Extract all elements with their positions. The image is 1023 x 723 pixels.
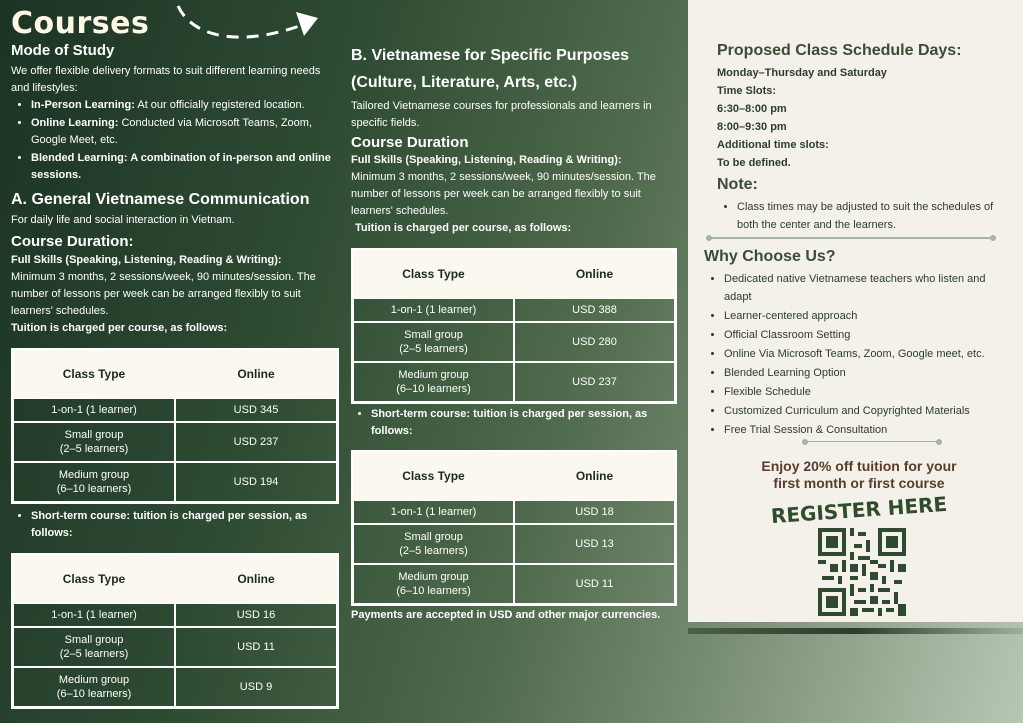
panel-divider-band [688, 628, 1023, 634]
table-header: Class Type [13, 555, 175, 603]
note-heading: Note: [717, 176, 758, 193]
payment-note: Payments are accepted in USD and other major currencies. [351, 609, 661, 621]
table-row [353, 564, 675, 604]
section-b [351, 42, 683, 237]
price-cell: USD 13 [514, 524, 675, 564]
section-divider [706, 237, 996, 239]
list-item: • Online Via Microsoft Teams, Zoom, Google meet, etc. [724, 345, 1014, 363]
table-header: Online [514, 250, 675, 298]
tuition-table [351, 450, 677, 606]
time-slot-2: 8:00–9:30 pm [717, 121, 787, 133]
list-item: • Short-term course: tuition is charged per session, as follows: [31, 508, 321, 542]
why-list [704, 270, 1014, 439]
table-row [13, 462, 337, 502]
qr-code-icon[interactable] [818, 528, 906, 616]
schedule-section [717, 42, 1012, 235]
table-row [13, 627, 337, 667]
mode-of-study-section [11, 42, 341, 185]
table-header: Class Type [353, 452, 514, 500]
list-item: • Class times may be adjusted to suit the schedules of both the center and the learners. [737, 198, 1012, 234]
class-type-cell: 1-on-1 (1 learner) [13, 398, 175, 422]
table-row [353, 298, 675, 322]
section-a-duration-heading: Course Duration: [11, 233, 134, 250]
list-item: • Dedicated native Vietnamese teachers who listen and adapt [724, 270, 1014, 306]
promo-line-1: Enjoy 20% off tuition for your [761, 458, 957, 474]
table-header: Online [175, 555, 337, 603]
list-item [31, 115, 341, 149]
section-b-heading-1: B. Vietnamese for Specific Purposes [351, 47, 630, 64]
section-b-table1-wrap [351, 248, 677, 404]
list-item: • Customized Curriculum and Copyrighted Materials [724, 402, 1014, 420]
price-cell: USD 280 [514, 322, 675, 362]
class-type-cell: Medium group (6–10 learners) [13, 462, 175, 502]
section-b-duration-text: Minimum 3 months, 2 sessions/week, 90 minutes/session. The number of lessons per week can be arranged flexibly to suit learners' schedules. [351, 171, 656, 217]
table-row [353, 500, 675, 524]
section-b-table2-wrap [351, 450, 677, 606]
tuition-table [11, 348, 339, 504]
section-a-duration-text: Minimum 3 months, 2 sessions/week, 90 minutes/session. The number of lessons per week can be arranged flexibly to suit learners' schedules. [11, 271, 316, 317]
class-type-cell: Small group (2–5 learners) [353, 322, 514, 362]
page-title: Courses [11, 6, 150, 41]
price-cell: USD 388 [514, 298, 675, 322]
mode-label: In-Person Learning: [31, 99, 135, 111]
section-b-duration-heading: Course Duration [351, 134, 469, 151]
promo-line-2: first month or first course [773, 475, 945, 491]
section-a [11, 191, 341, 337]
price-cell: USD 16 [175, 603, 337, 627]
mode-label: Online Learning: [31, 117, 119, 129]
list-item: • Flexible Schedule [724, 383, 1014, 401]
additional-slots-label: Additional time slots: [717, 139, 829, 151]
section-a-table1-wrap [11, 348, 339, 504]
section-divider [802, 441, 942, 442]
note-list [717, 198, 1012, 234]
class-type-cell: Medium group (6–10 learners) [353, 564, 514, 604]
schedule-heading: Proposed Class Schedule Days: [717, 42, 962, 59]
mode-text: A combination of in-person and online sessions. [31, 152, 331, 181]
price-cell: USD 18 [514, 500, 675, 524]
table-row [13, 398, 337, 422]
tuition-table [11, 553, 339, 709]
class-type-cell: Medium group (6–10 learners) [13, 667, 175, 707]
list-item: • Short-term course: tuition is charged per session, as follows: [371, 406, 661, 440]
class-type-cell: Small group (2–5 learners) [13, 627, 175, 667]
list-item [31, 97, 341, 114]
section-a-desc: For daily life and social interaction in Vietnam. [11, 214, 235, 226]
mode-text: Conducted via Microsoft Teams, Zoom, Google Meet, etc. [31, 117, 313, 146]
class-type-cell: Medium group (6–10 learners) [353, 362, 514, 402]
table-row [13, 422, 337, 462]
price-cell: USD 11 [514, 564, 675, 604]
section-b-tuition-note: Tuition is charged per course, as follows: [355, 222, 572, 234]
section-b-heading-2: (Culture, Literature, Arts, etc.) [351, 74, 578, 91]
table-header: Online [514, 452, 675, 500]
class-type-cell: Small group (2–5 learners) [13, 422, 175, 462]
class-type-cell: 1-on-1 (1 learner) [353, 500, 514, 524]
list-item [31, 150, 341, 184]
section-a-heading: A. General Vietnamese Communication [11, 191, 310, 208]
short-term-note-b [351, 406, 661, 441]
price-cell: USD 237 [175, 422, 337, 462]
section-a-table2-wrap [11, 553, 339, 709]
additional-slots-value: To be defined. [717, 157, 791, 169]
table-row [353, 524, 675, 564]
why-heading: Why Choose Us? [704, 248, 836, 265]
price-cell: USD 194 [175, 462, 337, 502]
list-item: • Blended Learning Option [724, 364, 1014, 382]
list-item: • Official Classroom Setting [724, 326, 1014, 344]
price-cell: USD 237 [514, 362, 675, 402]
mode-text: At our officially registered location. [134, 99, 305, 111]
table-row [353, 322, 675, 362]
table-header: Online [175, 350, 337, 398]
table-row [13, 667, 337, 707]
section-b-full-skills: Full Skills (Speaking, Listening, Reading & Writing): [351, 154, 622, 166]
time-slot-1: 6:30–8:00 pm [717, 103, 787, 115]
section-a-full-skills: Full Skills (Speaking, Listening, Reading & Writing): [11, 254, 282, 266]
tuition-table [351, 248, 677, 404]
class-type-cell: 1-on-1 (1 learner) [353, 298, 514, 322]
section-b-desc: Tailored Vietnamese courses for professionals and learners in specific fields. [351, 100, 652, 129]
register-button[interactable]: REGISTER HERE [770, 491, 948, 529]
why-section [704, 248, 1014, 440]
mode-list [11, 97, 341, 184]
mode-label: Blended Learning: [31, 152, 128, 164]
promo-section [724, 458, 994, 529]
table-row [13, 603, 337, 627]
time-slots-label: Time Slots: [717, 85, 777, 97]
mode-of-study-heading: Mode of Study [11, 42, 115, 59]
price-cell: USD 345 [175, 398, 337, 422]
table-row [353, 362, 675, 402]
class-type-cell: 1-on-1 (1 learner) [13, 603, 175, 627]
class-type-cell: Small group (2–5 learners) [353, 524, 514, 564]
section-a-tuition-note: Tuition is charged per course, as follows: [11, 322, 228, 334]
table-header: Class Type [353, 250, 514, 298]
price-cell: USD 9 [175, 667, 337, 707]
short-term-note-a [11, 508, 321, 543]
mode-of-study-intro: We offer flexible delivery formats to suit different learning needs and lifestyles: [11, 65, 321, 94]
price-cell: USD 11 [175, 627, 337, 667]
table-header: Class Type [13, 350, 175, 398]
list-item: • Learner-centered approach [724, 307, 1014, 325]
schedule-days: Monday–Thursday and Saturday [717, 67, 887, 79]
list-item: • Free Trial Session & Consultation [724, 421, 1014, 439]
